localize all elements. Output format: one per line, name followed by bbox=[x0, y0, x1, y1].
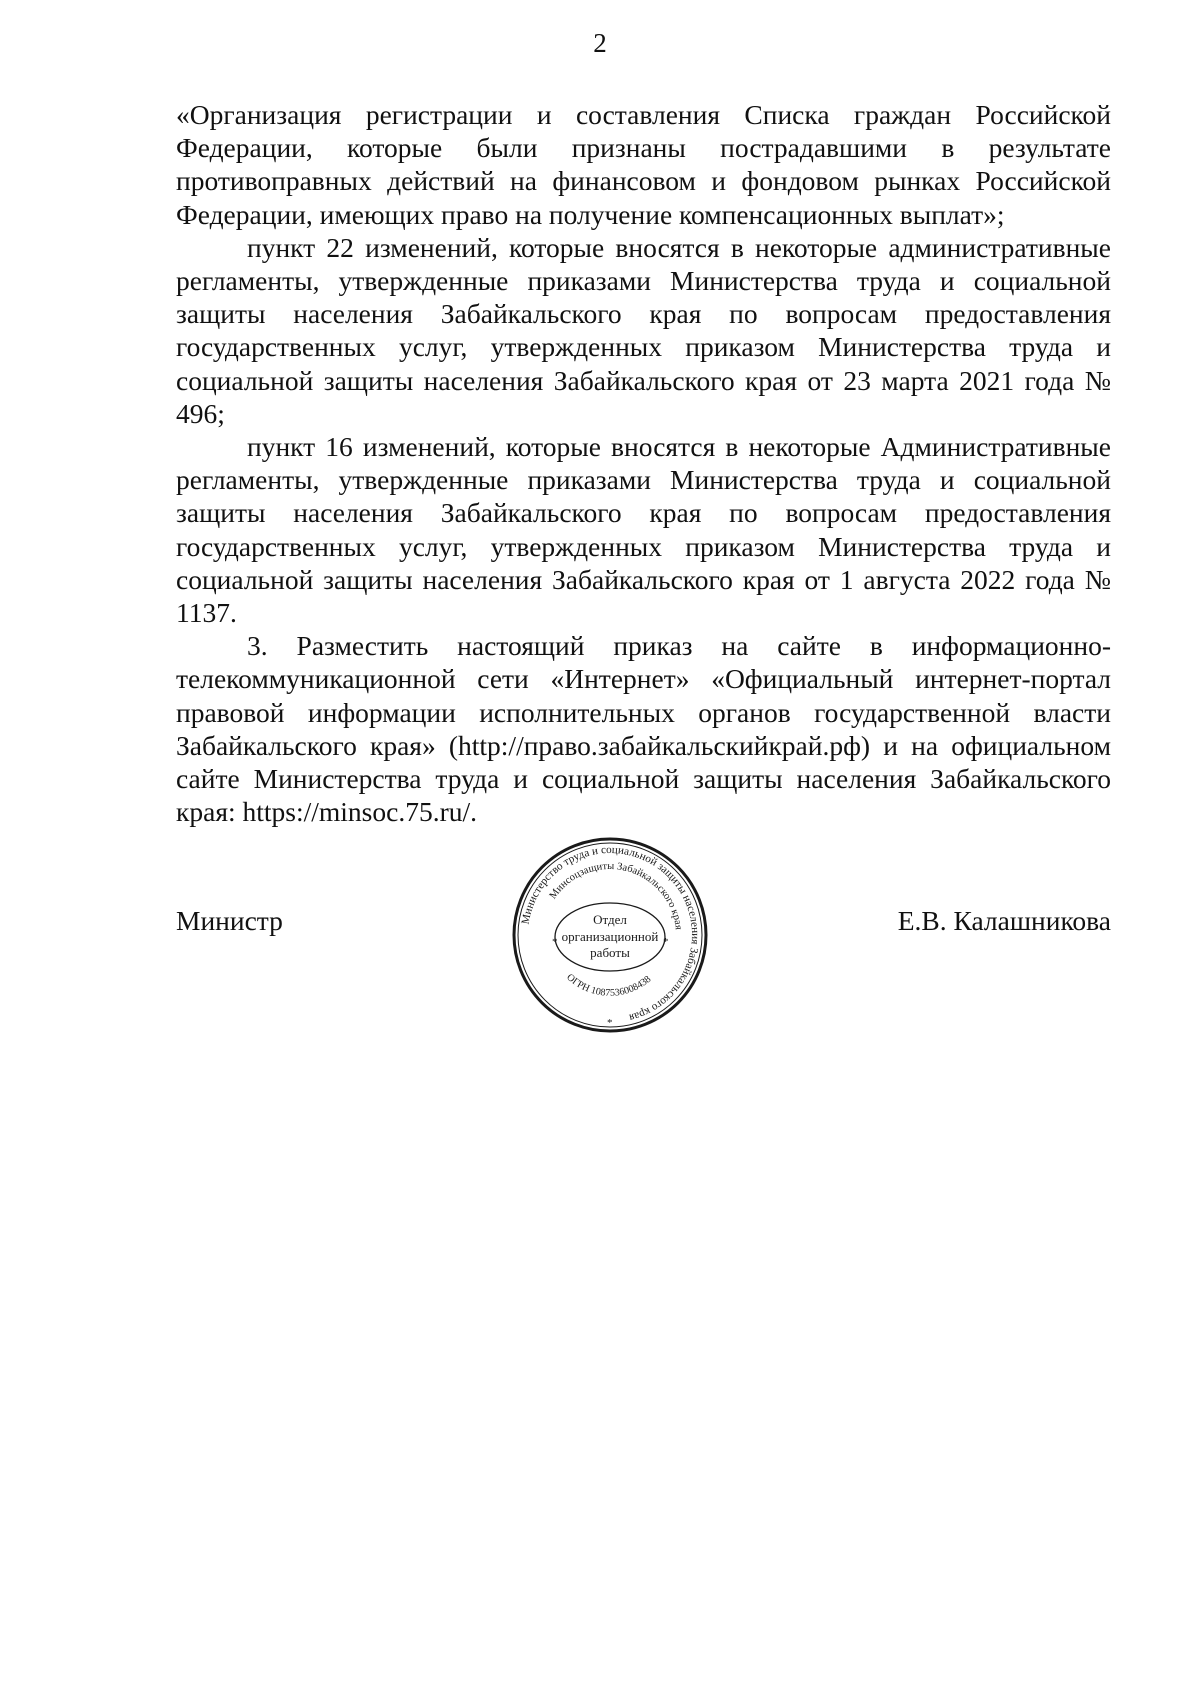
stamp-star-bottom: * bbox=[607, 1017, 613, 1029]
stamp-center-line1: Отдел bbox=[593, 912, 627, 927]
stamp-star-left: * bbox=[552, 936, 558, 948]
stamp-ogrn-text: ОГРН 1087536008438 bbox=[564, 971, 654, 999]
page-number: 2 bbox=[593, 28, 607, 58]
document-body bbox=[176, 98, 1111, 828]
stamp-inner-ring-text: Минсоцзащиты Забайкальского края bbox=[547, 860, 684, 931]
stamp-star-right: * bbox=[663, 936, 669, 948]
signatory-name: Е.В. Калашникова bbox=[897, 905, 1111, 936]
signatory-role: Министр bbox=[176, 905, 283, 936]
stamp-outer-ring-text: Министерство труда и социальной защиты населения Забайкальского края bbox=[519, 843, 702, 1024]
paragraph-quote-continuation: «Организация регистрации и составления Списка граждан Российской Федерации, которые были признаны пострадавшими в результате противоправных действий на финансовом и фондовом рынках Российской Федерации, имеющих право на получение компенсационных выплат»; bbox=[176, 99, 1111, 230]
paragraph-item-16: пункт 16 изменений, которые вносятся в некоторые Административные регламенты, утвержденные приказами Министерства труда и социальной защиты населения Забайкальского края по вопросам предоставления государственных услуг, утвержденных приказом Министерства труда и социальной защиты населения Забайкальского края от 1 августа 2022 года № 1137. bbox=[176, 431, 1111, 629]
stamp-center-line3: работы bbox=[590, 945, 630, 960]
paragraph-item-3: 3. Разместить настоящий приказ на сайте в информационно-телекоммуникационной сети «Интернет» «Официальный интернет-портал правовой информации исполнительных органов государственной власти Забайкальского края» (http://право.забайкальскийкрай.рф) и на официальном сайте Министерства труда и социальной защиты населения Забайкальского края: https://minsoc.75.ru/. bbox=[176, 630, 1111, 828]
official-stamp bbox=[510, 835, 710, 1035]
paragraph-item-22: пункт 22 изменений, которые вносятся в некоторые административные регламенты, утвержденные приказами Министерства труда и социальной защиты населения Забайкальского края по вопросам предоставления государственных услуг, утвержденных приказом Министерства труда и социальной защиты населения Забайкальского края от 23 марта 2021 года № 496; bbox=[176, 231, 1111, 429]
stamp-center-line2: организационной bbox=[561, 929, 659, 944]
